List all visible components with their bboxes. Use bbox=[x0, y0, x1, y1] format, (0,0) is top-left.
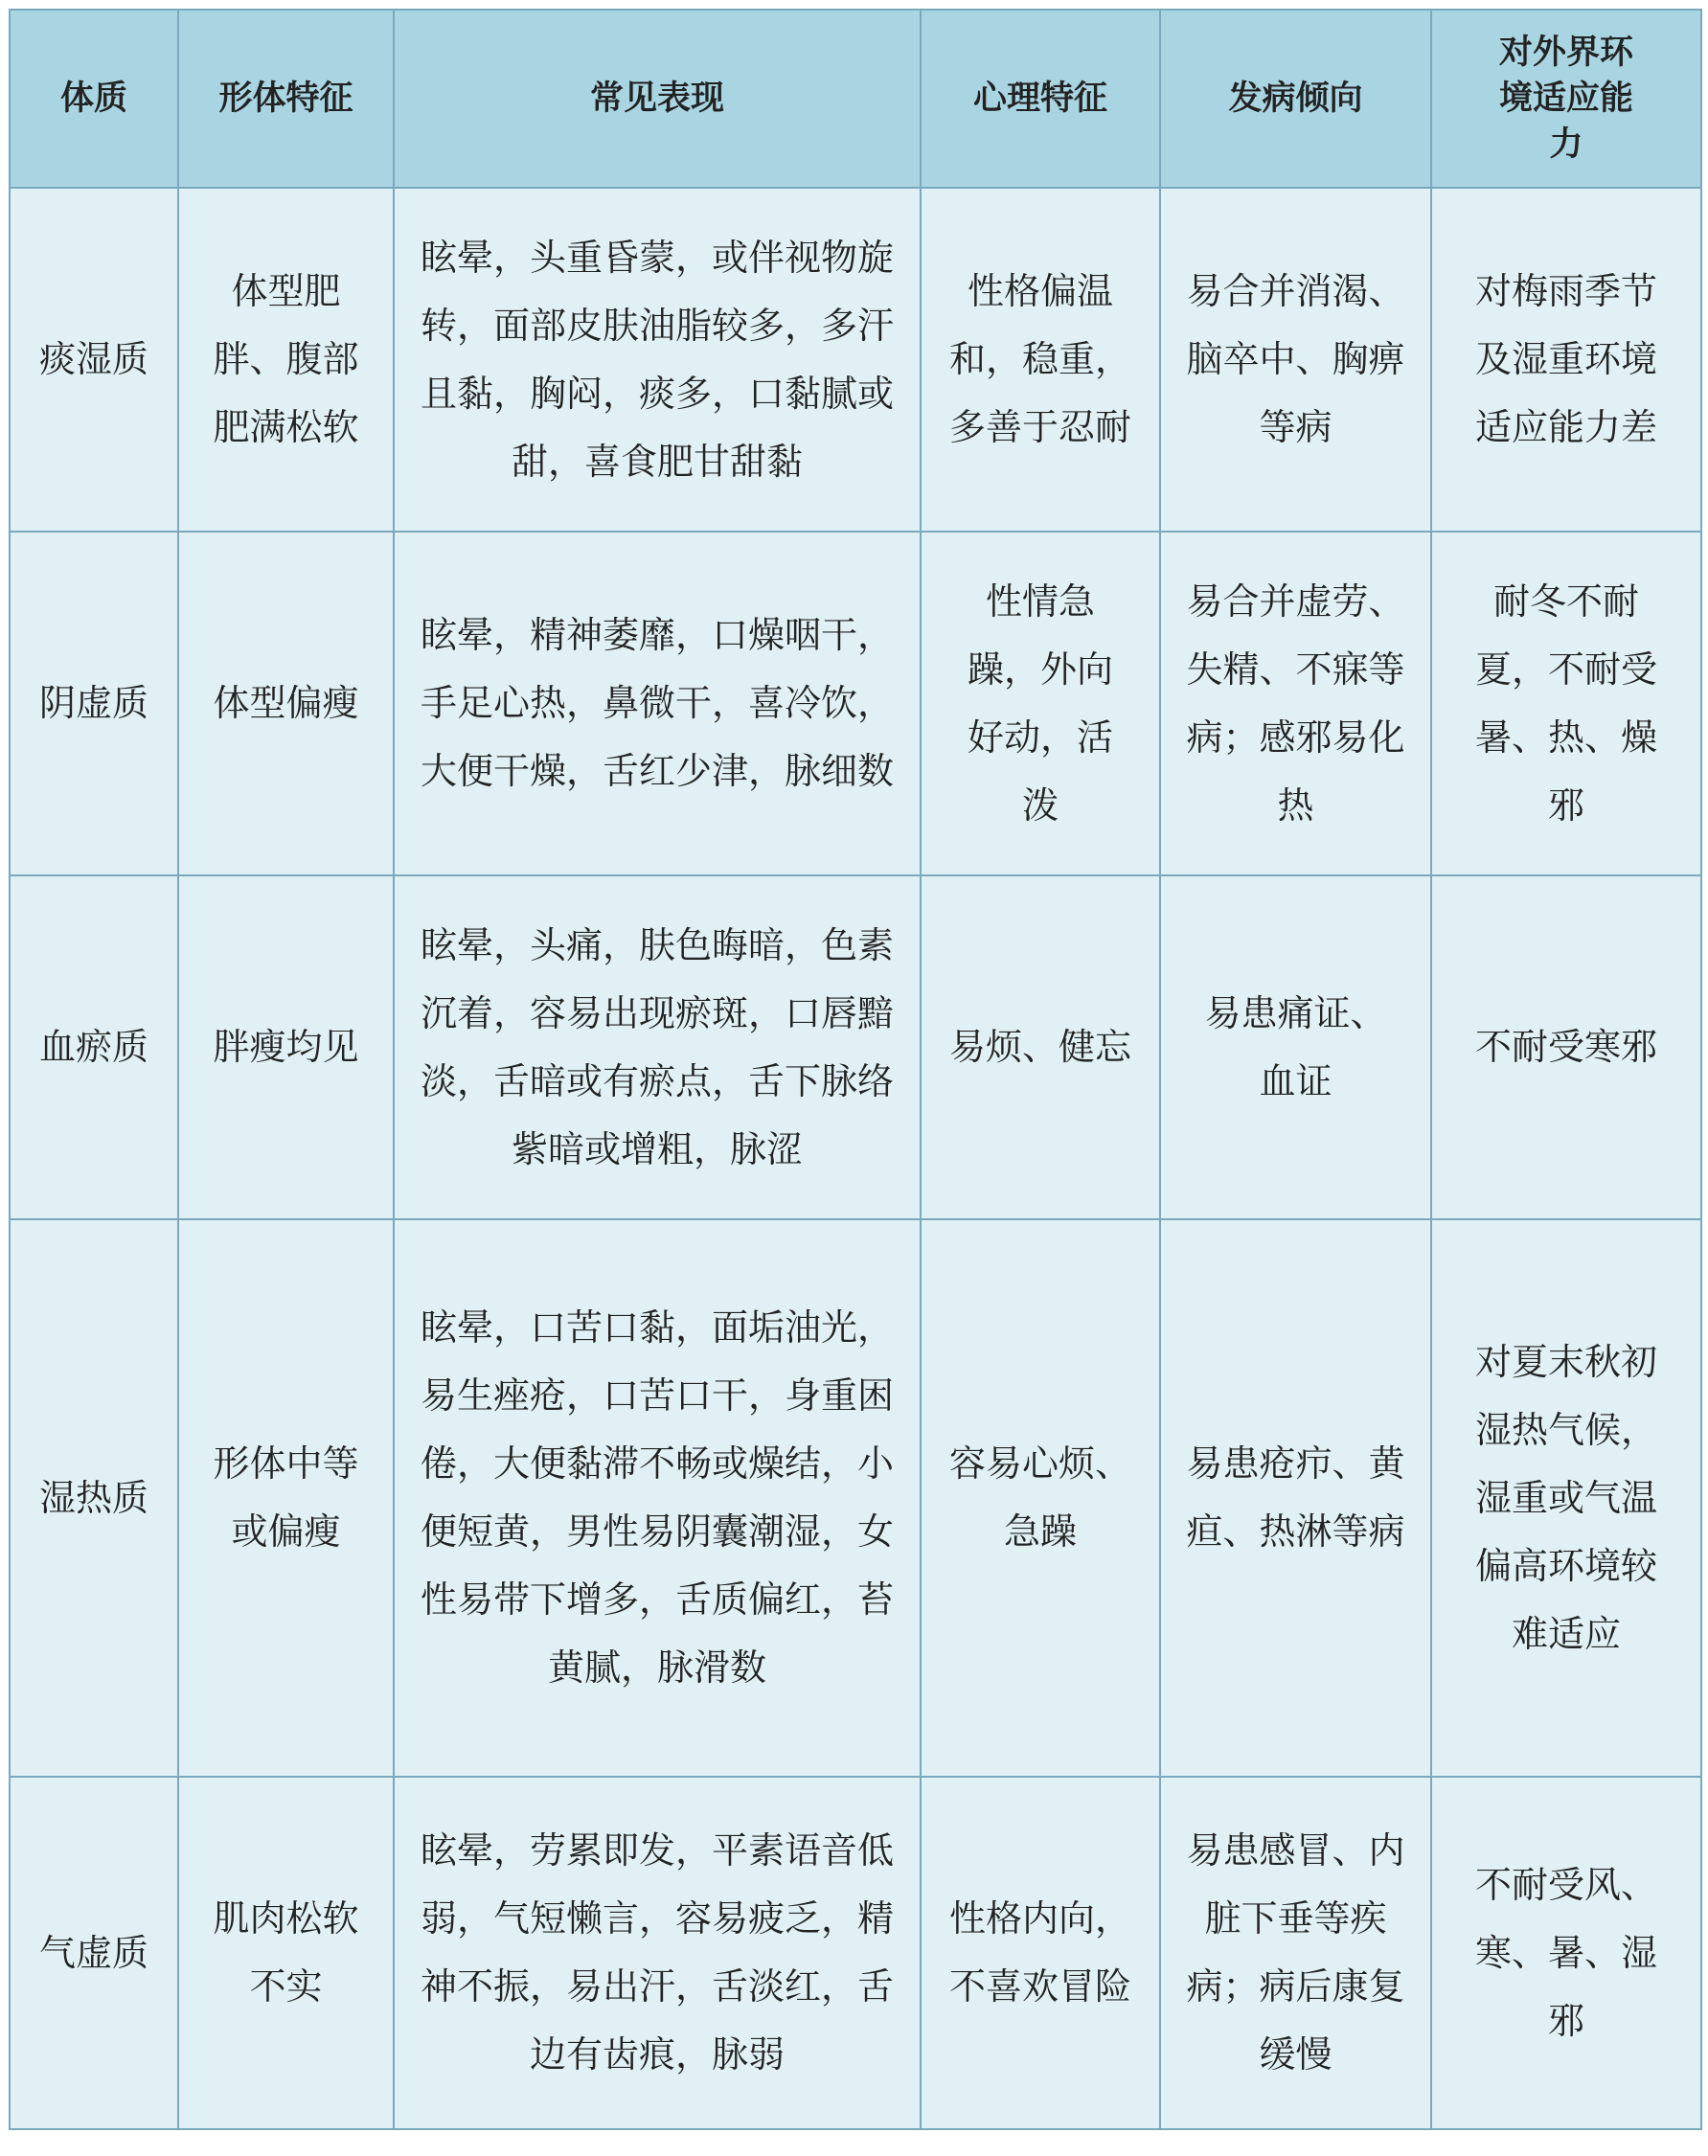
cell-adapt-text: 耐冬不耐夏，不耐受暑、热、燥邪 bbox=[1474, 579, 1657, 827]
header-type-label: 体质 bbox=[59, 79, 127, 118]
cell-body-text: 胖瘦均见 bbox=[213, 1026, 359, 1068]
cell-adapt-text: 对夏末秋初湿热气候，湿重或气温偏高环境较难适应 bbox=[1474, 1340, 1657, 1655]
cell-symptoms-text: 眩晕，劳累即发，平素语音低弱，气短懒言，容易疲乏，精神不振，易出汗，舌淡红，舌边有齿痕，脉弱 bbox=[420, 1829, 894, 2076]
cell-body-text: 形体中等或偏瘦 bbox=[213, 1442, 359, 1553]
header-symptoms bbox=[394, 10, 921, 188]
cell-body bbox=[178, 532, 394, 875]
cell-tendency bbox=[1160, 188, 1431, 532]
cell-type-text: 气虚质 bbox=[38, 1931, 148, 1974]
constitution-table-wrapper bbox=[9, 9, 1700, 2130]
header-psych-label: 心理特征 bbox=[972, 79, 1107, 118]
cell-adapt-text: 不耐受寒邪 bbox=[1474, 1026, 1657, 1068]
cell-body bbox=[178, 1219, 394, 1777]
cell-body-text: 肌肉松软不实 bbox=[213, 1897, 359, 2008]
cell-psych bbox=[921, 532, 1160, 875]
cell-type bbox=[10, 532, 178, 875]
constitution-table bbox=[9, 9, 1702, 2130]
cell-adapt bbox=[1431, 875, 1701, 1219]
cell-psych-text: 性情急躁，外向好动，活泼 bbox=[967, 579, 1113, 827]
cell-psych-text: 易烦、健忘 bbox=[948, 1026, 1131, 1068]
cell-tendency bbox=[1160, 532, 1431, 875]
cell-type-text: 阴虚质 bbox=[38, 682, 148, 724]
cell-symptoms bbox=[394, 532, 921, 875]
cell-type-text: 湿热质 bbox=[38, 1476, 148, 1519]
header-adapt-label: 对外界环境适应能力 bbox=[1498, 34, 1633, 164]
table-row bbox=[10, 532, 1701, 875]
cell-tendency-text: 易合并消渴、脑卒中、胸痹等病 bbox=[1186, 270, 1405, 448]
header-tendency bbox=[1160, 10, 1431, 188]
table-row bbox=[10, 1219, 1701, 1777]
header-adapt bbox=[1431, 10, 1701, 188]
cell-type bbox=[10, 1219, 178, 1777]
cell-adapt bbox=[1431, 188, 1701, 532]
cell-psych bbox=[921, 1777, 1160, 2129]
cell-tendency bbox=[1160, 1777, 1431, 2129]
cell-adapt bbox=[1431, 532, 1701, 875]
cell-body bbox=[178, 188, 394, 532]
table-row bbox=[10, 875, 1701, 1219]
cell-tendency bbox=[1160, 1219, 1431, 1777]
cell-symptoms bbox=[394, 188, 921, 532]
cell-body bbox=[178, 875, 394, 1219]
header-body-label: 形体特征 bbox=[218, 79, 353, 118]
cell-symptoms bbox=[394, 875, 921, 1219]
cell-adapt bbox=[1431, 1777, 1701, 2129]
cell-psych-text: 性格内向，不喜欢冒险 bbox=[948, 1897, 1131, 2008]
cell-tendency bbox=[1160, 875, 1431, 1219]
cell-symptoms-text: 眩晕，精神萎靡，口燥咽干，手足心热，鼻微干，喜冷饮，大便干燥，舌红少津，脉细数 bbox=[420, 614, 894, 792]
cell-body bbox=[178, 1777, 394, 2129]
cell-symptoms bbox=[394, 1219, 921, 1777]
cell-symptoms-text: 眩晕，头痛，肤色晦暗，色素沉着，容易出现瘀斑，口唇黯淡，舌暗或有瘀点，舌下脉络紫暗或增粗，脉涩 bbox=[420, 923, 894, 1170]
cell-tendency-text: 易患感冒、内脏下垂等疾病；病后康复缓慢 bbox=[1186, 1829, 1405, 2076]
cell-symptoms-text: 眩晕，头重昏蒙，或伴视物旋转，面部皮肤油脂较多，多汗且黏，胸闷，痰多，口黏腻或甜，喜食肥甘甜黏 bbox=[420, 236, 894, 483]
cell-psych-text: 性格偏温和，稳重，多善于忍耐 bbox=[948, 270, 1131, 448]
cell-type bbox=[10, 875, 178, 1219]
header-body bbox=[178, 10, 394, 188]
cell-psych-text: 容易心烦、急躁 bbox=[948, 1442, 1131, 1553]
cell-type bbox=[10, 188, 178, 532]
cell-type-text: 痰湿质 bbox=[38, 338, 148, 380]
cell-adapt bbox=[1431, 1219, 1701, 1777]
cell-adapt-text: 不耐受风、寒、暑、湿邪 bbox=[1474, 1863, 1657, 2042]
cell-body-text: 体型偏瘦 bbox=[213, 682, 359, 724]
cell-symptoms-text: 眩晕，口苦口黏，面垢油光，易生痤疮，口苦口干，身重困倦，大便黏滞不畅或燥结，小便短黄，男性易阴囊潮湿，女性易带下增多，舌质偏红，苔黄腻，脉滑数 bbox=[420, 1306, 894, 1689]
cell-symptoms bbox=[394, 1777, 921, 2129]
cell-tendency-text: 易合并虚劳、失精、不寐等病；感邪易化热 bbox=[1186, 579, 1405, 827]
header-symptoms-label: 常见表现 bbox=[589, 79, 724, 118]
header-tendency-label: 发病倾向 bbox=[1228, 79, 1363, 118]
cell-psych bbox=[921, 1219, 1160, 1777]
cell-tendency-text: 易患痛证、血证 bbox=[1204, 991, 1387, 1102]
table-row bbox=[10, 1777, 1701, 2129]
cell-tendency-text: 易患疮疖、黄疸、热淋等病 bbox=[1186, 1442, 1405, 1553]
header-row bbox=[10, 10, 1701, 188]
cell-body-text: 体型肥胖、腹部肥满松软 bbox=[213, 270, 359, 448]
cell-type bbox=[10, 1777, 178, 2129]
cell-adapt-text: 对梅雨季节及湿重环境适应能力差 bbox=[1474, 270, 1657, 448]
header-type bbox=[10, 10, 178, 188]
cell-type-text: 血瘀质 bbox=[38, 1026, 148, 1068]
cell-psych bbox=[921, 875, 1160, 1219]
header-psych bbox=[921, 10, 1160, 188]
table-row bbox=[10, 188, 1701, 532]
cell-psych bbox=[921, 188, 1160, 532]
